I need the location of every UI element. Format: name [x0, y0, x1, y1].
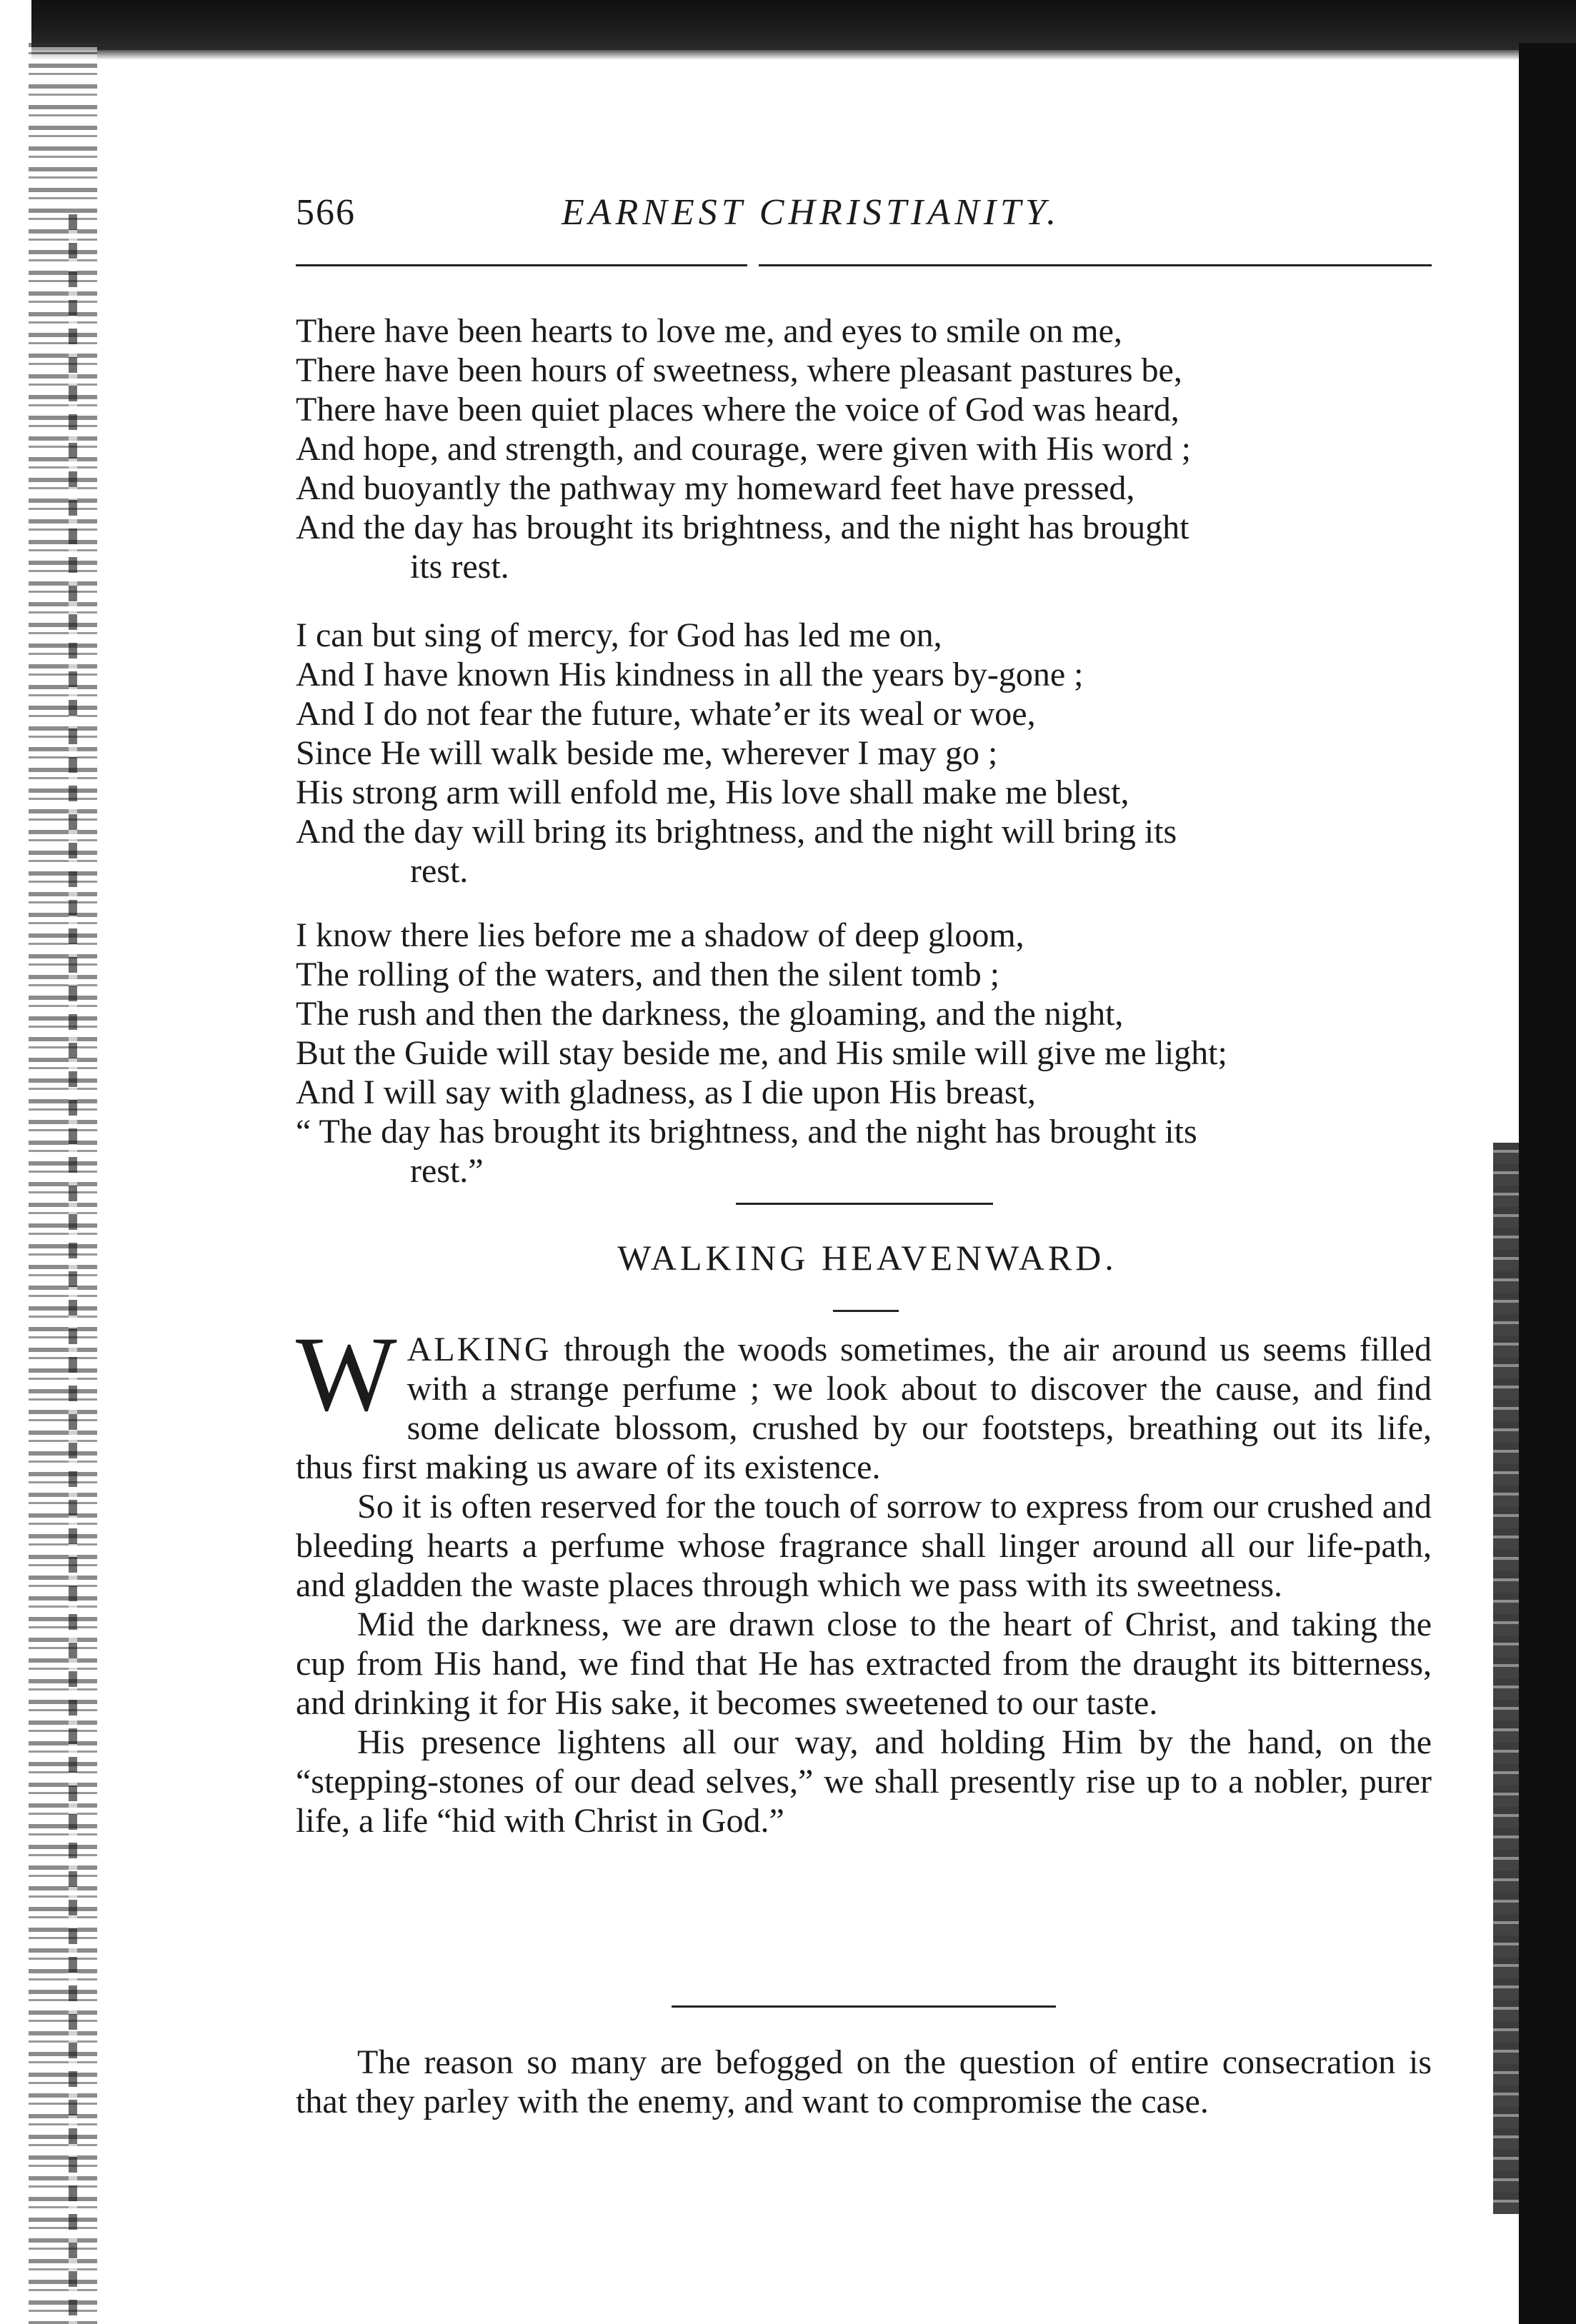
- poem-stanza-3: [296, 916, 1453, 1191]
- poem-line: And I do not fear the future, whate’er its weal or woe,: [296, 695, 1036, 733]
- drop-cap: W: [296, 1315, 397, 1433]
- article-paragraph-2: So it is often reserved for the touch of sorrow to express from our crushed and bleeding hearts a perfume whose fragrance shall linger around all our life-path, and gladden the waste places through which we pass with its sweetness.: [296, 1488, 1432, 1604]
- paragraph-text: through the woods sometimes, the air around us seems filled with a strange perfume ; we look about to discover the cause, and find some delicate blossom, crushed by our footsteps, breathing out its life, thus first making us aware of its existence.: [296, 1331, 1432, 1486]
- article-title: WALKING HEAVENWARD.: [617, 1238, 1117, 1278]
- footer-note: [296, 2043, 1432, 2121]
- poem-line: And I will say with gladness, as I die upon His breast,: [296, 1073, 1036, 1111]
- running-head: [296, 191, 1439, 249]
- scan-right-edge-shadow: [1493, 1143, 1519, 2214]
- title-rule: [833, 1310, 899, 1312]
- poem-line: And hope, and strength, and courage, were given with His word ;: [296, 430, 1192, 468]
- article-paragraph-1: [296, 1315, 1432, 1487]
- poem-line: I can but sing of mercy, for God has led me on,: [296, 616, 942, 654]
- poem-line: And I have known His kindness in all the years by-gone ;: [296, 656, 1084, 693]
- article-body: [296, 1315, 1432, 1840]
- poem-line: There have been hours of sweetness, where pleasant pastures be,: [296, 351, 1182, 389]
- poem-line: There have been quiet places where the voice of God was heard,: [296, 391, 1179, 429]
- page-number: 566: [296, 192, 356, 233]
- running-title: EARNEST CHRISTIANITY.: [562, 192, 1061, 233]
- scan-top-edge: [31, 0, 1576, 50]
- poem-line: The rush and then the darkness, the gloaming, and the night,: [296, 995, 1124, 1033]
- footer-note-text: The reason so many are befogged on the question of entire consecration is that they parley with the enemy, and want to compromise the case.: [296, 2043, 1432, 2120]
- poem-line: There have been hearts to love me, and eyes to smile on me,: [296, 312, 1122, 350]
- section-divider: [736, 1203, 993, 1205]
- header-rule: [296, 264, 1432, 266]
- poem-stanza-2: [296, 616, 1453, 891]
- poem-line: And the day has brought its brightness, and the night has brought: [296, 509, 1190, 546]
- poem-line: And buoyantly the pathway my homeward feet have pressed,: [296, 469, 1135, 507]
- poem-line: I know there lies before me a shadow of deep gloom,: [296, 916, 1024, 954]
- poem-stanza-1: [296, 311, 1453, 586]
- poem-line: And the day will bring its brightness, and the night will bring its: [296, 813, 1177, 851]
- poem-line: The rolling of the waters, and then the silent tomb ;: [296, 956, 1000, 993]
- article-paragraph-4: His presence lightens all our way, and holding Him by the hand, on the “stepping-stones of our dead selves,” we shall presently rise up to a nobler, purer life, a life “hid with Christ in God.”: [296, 1723, 1432, 1840]
- scan-right-edge: [1519, 43, 1576, 2324]
- poem-line: “ The day has brought its brightness, and the night has brought its: [296, 1113, 1197, 1151]
- poem-line: His strong arm will enfold me, His love shall make me blest,: [296, 773, 1129, 811]
- lead-caps: ALKING: [407, 1331, 552, 1368]
- footer-divider: [672, 2005, 1056, 2008]
- scan-left-edge-shadow: [69, 214, 77, 2324]
- poem-line: Since He will walk beside me, wherever I may go ;: [296, 734, 998, 772]
- article-paragraph-3: Mid the darkness, we are drawn close to the heart of Christ, and taking the cup from His hand, we find that He has extracted from the draught its bitterness, and drinking it for His sake, it becomes sweetened to our taste.: [296, 1606, 1432, 1722]
- poem-line: But the Guide will stay beside me, and His smile will give me light;: [296, 1034, 1227, 1072]
- poem-line-continuation: its rest.: [410, 548, 509, 586]
- poem-line-continuation: rest.”: [410, 1152, 484, 1190]
- poem-line-continuation: rest.: [410, 852, 469, 890]
- scan-left-edge: [29, 43, 97, 2324]
